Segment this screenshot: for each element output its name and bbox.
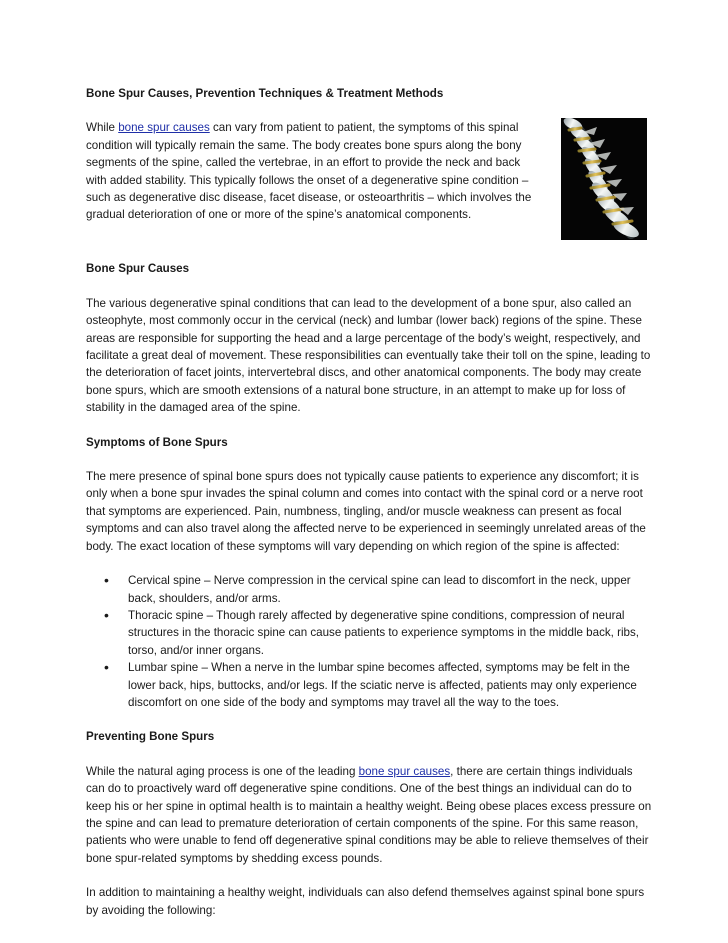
intro-section <box>86 119 652 243</box>
bone-spur-causes-link-secondary[interactable]: bone spur causes <box>358 764 451 778</box>
document-page <box>86 82 652 936</box>
spine-illustration <box>561 118 647 240</box>
bone-spur-causes-link[interactable]: bone spur causes <box>118 121 210 135</box>
intro-text-before-link: While <box>86 121 119 135</box>
preventing-text-before-link: While the natural aging process is one of the leading <box>86 764 359 778</box>
list-item-cervical-spine: • Cervical spine – Nerve compression in the cervical spine can lead to discomfort in the neck, upper back, shoulders, and/or arms. <box>86 572 652 607</box>
spine-illustration-svg <box>561 118 647 240</box>
section-heading-bone-spur-causes: Bone Spur Causes <box>86 262 190 276</box>
preventing-text-after-link: , there are certain things individuals can do to proactively ward off degenerative spine conditions. One of the best things an individual can do to keep his or her spine in optimal health is to maintain a healthy weight. Being obese places excess pressure on the spine and can lead to premature deterioration of certain components of the spine. For this same reason, patients who were unable to fend off degenerative spinal conditions may be able to relieve themselves of their bone spur-related symptoms by shedding excess pounds. <box>86 764 652 865</box>
list-item-thoracic-spine: • Thoracic spine – Though rarely affected by degenerative spine conditions, compression of neural structures in the thoracic spine can cause patients to experience symptoms in the middle back, ribs, torso, and/or inner organs. <box>86 607 652 659</box>
bone-spur-causes-paragraph: The various degenerative spinal conditions that can lead to the development of a bone spur, also called an osteophyte, most commonly occur in the cervical (neck) and lumbar (lower back) regions of the spine. These areas are responsible for supporting the head and a large percentage of the body’s weight, respectively, and facilitate a great deal of movement. These responsibilities can eventually take their toll on the spine, leading to the deterioration of facet joints, intervertebral discs, and other anatomical components. The body may create bone spurs, which are smooth extensions of a natural bone structure, in an attempt to make up for loss of stability in the damaged area of the spine. <box>86 296 651 415</box>
symptoms-list <box>86 572 652 711</box>
intro-text-after-link: can vary from patient to patient, the symptoms of this spinal condition will typically remain the same. The body creates bone spurs along the bony segments of the spine, called the vertebrae, in an effort to provide the neck and back with added stability. This typically follows the onset of a degenerative spine condition – such as degenerative disc disease, facet disease, or osteoarthritis – which involves the gradual deterioration of one or more of the spine’s anatomical components. <box>86 121 532 222</box>
section-heading-preventing-bone-spurs: Preventing Bone Spurs <box>86 730 215 744</box>
preventing-paragraph <box>86 763 652 867</box>
document-title: Bone Spur Causes, Prevention Techniques & Treatment Methods <box>86 87 444 100</box>
symptoms-paragraph: The mere presence of spinal bone spurs does not typically cause patients to experience any discomfort; it is only when a bone spur invades the spinal column and comes into contact with the spinal cord or a nerve root that symptoms are experienced. Pain, numbness, tingling, and/or muscle weakness can present as focal symptoms and can also travel along the affected nerve to be experienced in seemingly unrelated areas of the body. The exact location of these symptoms will vary depending on which region of the spine is affected: <box>86 470 646 553</box>
intro-paragraph <box>86 119 538 223</box>
list-item-lumbar-spine: • Lumbar spine – When a nerve in the lumbar spine becomes affected, symptoms may be felt in the lower back, hips, buttocks, and/or legs. If the sciatic nerve is affected, patients may only experience discomfort on one side of the body and symptoms may travel all the way to the toes. <box>86 659 652 711</box>
section-heading-symptoms: Symptoms of Bone Spurs <box>86 435 228 449</box>
avoid-following-paragraph: In addition to maintaining a healthy weight, individuals can also defend themselves against spinal bone spurs by avoiding the following: <box>86 886 645 917</box>
